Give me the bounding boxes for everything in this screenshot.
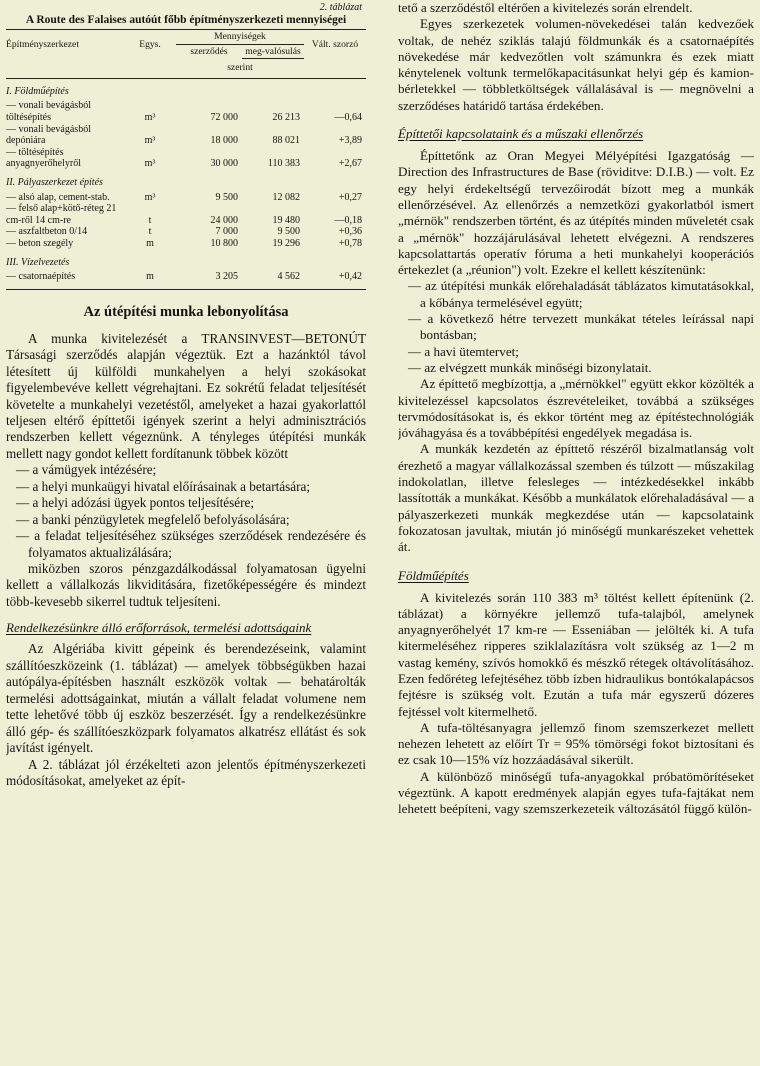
list-item: — az útépítési munkák előrehaladását táblázatos kimutatásokkal, a kőbánya termelésével együtt;: [398, 278, 754, 311]
row-unit: m³: [144, 135, 156, 147]
table-number: 2. táblázat: [319, 2, 362, 13]
section-heading: Az útépítési munka lebonyolítása: [83, 303, 289, 320]
header-contract: szerződés: [190, 45, 228, 57]
row-factor: +0,36: [338, 226, 362, 238]
row-name: — beton szegély: [6, 237, 74, 249]
header-factor: Vált. szorzó: [304, 30, 366, 59]
row-actual: 19 296: [272, 237, 300, 249]
list-item: — az elvégzett munkák minőségi bizonylatait.: [398, 360, 754, 376]
list-item: — a helyi adózási ügyek pontos teljesítésére;: [6, 495, 366, 511]
row-unit: m³: [144, 111, 156, 123]
row-contract: 7 000: [215, 226, 238, 238]
section-title: I. Földműépítés: [6, 85, 69, 97]
paragraph: A tufa-töltésanyagra jellemző finom szemszerkezet mellett nehezen lehetett az előírt Tr = 95% tömörségi fokot biztosítani és ez csak 10—15% víz hozzáadásával sikerült.: [398, 719, 754, 768]
table-section-row: [6, 170, 366, 192]
row-actual: 4 562: [242, 271, 304, 289]
table-row: [6, 124, 366, 147]
paragraph: Az Algériába kivitt gépeink és berendezéseink, valamint szállítóeszközeink (1. táblázat) — amelyek többségükben hazai autópálya-építésben használt eszközök voltak — behatárolták termelési adottságainkat, miután a vállalt feladat volumene nem tette lehetővé több új eszköz beszerzését. Így a rendelkezésünkre álló gép- és szállítóeszközpark folyamatos alkatrész ellátást és sok javítást igényelt.: [6, 641, 366, 756]
row-unit: m: [146, 237, 154, 249]
row-contract: 10 800: [210, 237, 238, 249]
paragraph: A 2. táblázat jól érzékelteti azon jelentős építményszerkezeti módosításokat, amelyeket az épít-: [6, 756, 366, 789]
row-unit: m: [124, 271, 176, 289]
table-row: [6, 192, 366, 204]
paragraph: A munkák kezdetén az építtető részéről bizalmatlanság volt érezhető a magyar vállalkozással szemben és túlzott — műszakilag indokolatlan, illetve felesleges — intézkedésekkel inkább lassították a munkákat. Később a munkálatok előrehaladásával — a pályaszerkezeti munkák megkezdése után — kapcsolataink fokozatosan javultak, miután jó minőségű munkarészeket vehettek át.: [398, 441, 754, 555]
header-szerint: szerint: [176, 59, 304, 79]
table-section-row: [6, 250, 366, 272]
table-row: [6, 271, 366, 289]
row-factor: —0,18: [334, 214, 362, 226]
header-unit: Egys.: [124, 30, 176, 59]
list-item: — a feladat teljesítéséhez szükséges szerződések rendezésére és folyamatos aktualizálására;: [6, 528, 366, 561]
header-quantities: Mennyiségek: [176, 30, 304, 45]
subheading: Földműépítés: [398, 567, 469, 583]
row-factor: +3,89: [338, 135, 362, 147]
list-item: — a következő hétre tervezett munkákat tételes leírással napi bontásban;: [398, 311, 754, 344]
row-factor: +2,67: [338, 158, 362, 170]
table-row: [6, 100, 366, 123]
section-title: II. Pályaszerkezet építés: [6, 176, 103, 188]
paragraph: tető a szerződéstől eltérően a kivitelezés során elrendelt.: [398, 0, 693, 15]
right-column: [398, 0, 754, 1066]
row-contract: 24 000: [210, 214, 238, 226]
list-item: — a banki pénzügyletek megfelelő befolyásolására;: [6, 512, 366, 528]
list-item: — a helyi munkaügyi hivatal előírásainak a betartására;: [6, 479, 366, 495]
table-row: [6, 238, 366, 250]
row-contract: 9 500: [215, 191, 238, 203]
row-name: — töltésépítés anyagnyerőhelyről: [6, 146, 81, 170]
row-contract: 30 000: [210, 158, 238, 170]
row-name: — alsó alap, cement-stab.: [6, 191, 110, 203]
table-body: [6, 78, 366, 289]
row-contract: 3 205: [176, 271, 242, 289]
paragraph: Az építtető megbízottja, a „mérnökkel" együtt ekkor közölték a kivitelezéssel kapcsolatos észrevételeiket, továbbá a szükséges tervmódosításokat is, és ekkor történt meg az építéstechnológiák jóváhagyása és a továbbépítési engedélyek megadása is.: [398, 376, 754, 441]
row-name: — vonali bevágásból töltésépítés: [6, 100, 91, 123]
row-name: — aszfaltbeton 0/14: [6, 226, 88, 238]
list-item: — a vámügyek intézésére;: [6, 462, 366, 478]
row-actual: 88 021: [272, 135, 300, 147]
table-section-row: [6, 78, 366, 100]
section-title: III. Vízelvezetés: [6, 256, 70, 268]
row-actual: 110 383: [267, 158, 300, 170]
subheading: Rendelkezésünkre álló erőforrások, termelési adottságaink: [6, 620, 312, 636]
row-actual: 9 500: [277, 226, 300, 238]
row-factor: +0,27: [338, 191, 362, 203]
list-item: — a havi ütemtervet;: [398, 344, 754, 360]
header-actual: meg-valósulás: [242, 44, 304, 59]
row-unit: m³: [144, 191, 156, 203]
row-actual: 12 082: [272, 191, 300, 203]
table-row: [6, 226, 366, 238]
paragraph: A munka kivitelezését a TRANSINVEST—BETONÚT Társasági szerződés alapján végeztük. Ezt a hazánktól távol létesített új külföldi munkahelyen a helyi szokásokat figyelembevéve kellett végrehajtani. Ez sokrétű feladat teljesítését követelte a munkahelyi vezetéstől, amelyeket a hazai gyakorlattól teljesen eltérő építtetői igények szerint a helyi adminisztrációs rendszerben kellett végeznünk. A tényleges útépítési munkák mellett nagy gondot kellett fordítanunk többek között: [6, 330, 366, 461]
paragraph: miközben szoros pénzgazdálkodással folyamatosan ügyelni kellett a vállalkozás likviditására, fizetőképességére és mindezt több-kevesebb sikerrel tudtuk teljesíteni.: [6, 561, 366, 609]
paragraph: Egyes szerkezetek volumen-növekedései talán kedvezőek voltak, de nehéz sziklás talajú földmunkák és a csatornaépítés növekedése már kedvezőtlen volt számunkra és ezek miatt kénytelenek voltunk termelőkapacitásunkat helyi gép és kamion-bérletekkel — többletköltségek vállalásával is — megnövelni a szerződéses határidő tartása érdekében.: [398, 16, 754, 113]
header-structure: Építményszerkezet: [6, 30, 124, 59]
row-actual: 19 480: [272, 214, 300, 226]
table-row: [6, 147, 366, 170]
subheading: Építtetői kapcsolataink és a műszaki ellenőrzés: [398, 126, 644, 142]
left-column: [6, 0, 366, 1066]
row-unit: t: [148, 226, 152, 238]
row-name: — vonali bevágásból depóniára: [6, 123, 91, 147]
table-title: A Route des Falaises autóút főbb építményszerkezeti mennyiségei: [25, 14, 347, 26]
paragraph: Építtetőnk az Oran Megyei Mélyépítési Igazgatóság — Direction des Infrastructures de Base (röviditve: D.I.B.) — volt. Ez egy helyi érdekeltségű tervezőirodát bízott meg a munkák ellenőrzésével. Az ellenőrzés a nemzetközi gyakorlatból ismert „mérnök" rendszerben történt, és az útépítés minden műveletét csak a „mérnök" hozzájárulásával lehetett elvégezni. A rendszeres kapcsolattartás operatív fóruma a heti munkahelyi kooperációs értekezlet (a „réunion") volt. Ezekre el kellett készítenünk:: [398, 148, 754, 278]
row-unit: t: [148, 214, 152, 226]
paragraph: A különböző minőségű tufa-anyagokkal próbatömörítéseket végeztünk. A kapott eredmények alapján egyes tufa-fajtákat nem lehetett beépíteni, vagy szemszerkezeteik változásától függő külön-: [398, 768, 754, 817]
quantities-table: [6, 29, 366, 290]
row-unit: m³: [144, 158, 156, 170]
row-contract: 18 000: [210, 135, 238, 147]
table-row: [6, 203, 366, 226]
row-name: — felső alap+kötő-réteg 21 cm-ről 14 cm-re: [6, 203, 117, 226]
task-list: [6, 462, 366, 561]
report-list: [398, 278, 754, 376]
row-factor: +0,42: [304, 271, 366, 289]
row-factor: —0,64: [334, 111, 362, 123]
row-name: — csatornaépítés: [6, 271, 124, 289]
row-contract: 72 000: [210, 111, 238, 123]
paragraph: A kivitelezés során 110 383 m³ töltést kellett építenünk (2. táblázat) a környékre jellemző tufa-talajból, amelynek anyagnyerőhelyét 17 km-re — Esseniában — jelölték ki. A tufa kitermeléséhez ripperes sziklalazításra volt szükség az 1—2 m vastag kemény, szívós homokkő és mészkő rétegek oltávolításához. Ezen fedőréteg lefejtéséhez több ízben hidraulikus bontókalapácsos fejtésre is szükség volt. Ezután a tufa már egyszerű dózeres fejtéssel volt kitermelhető.: [398, 589, 754, 719]
row-actual: 26 213: [272, 111, 300, 123]
row-factor: +0,78: [338, 237, 362, 249]
